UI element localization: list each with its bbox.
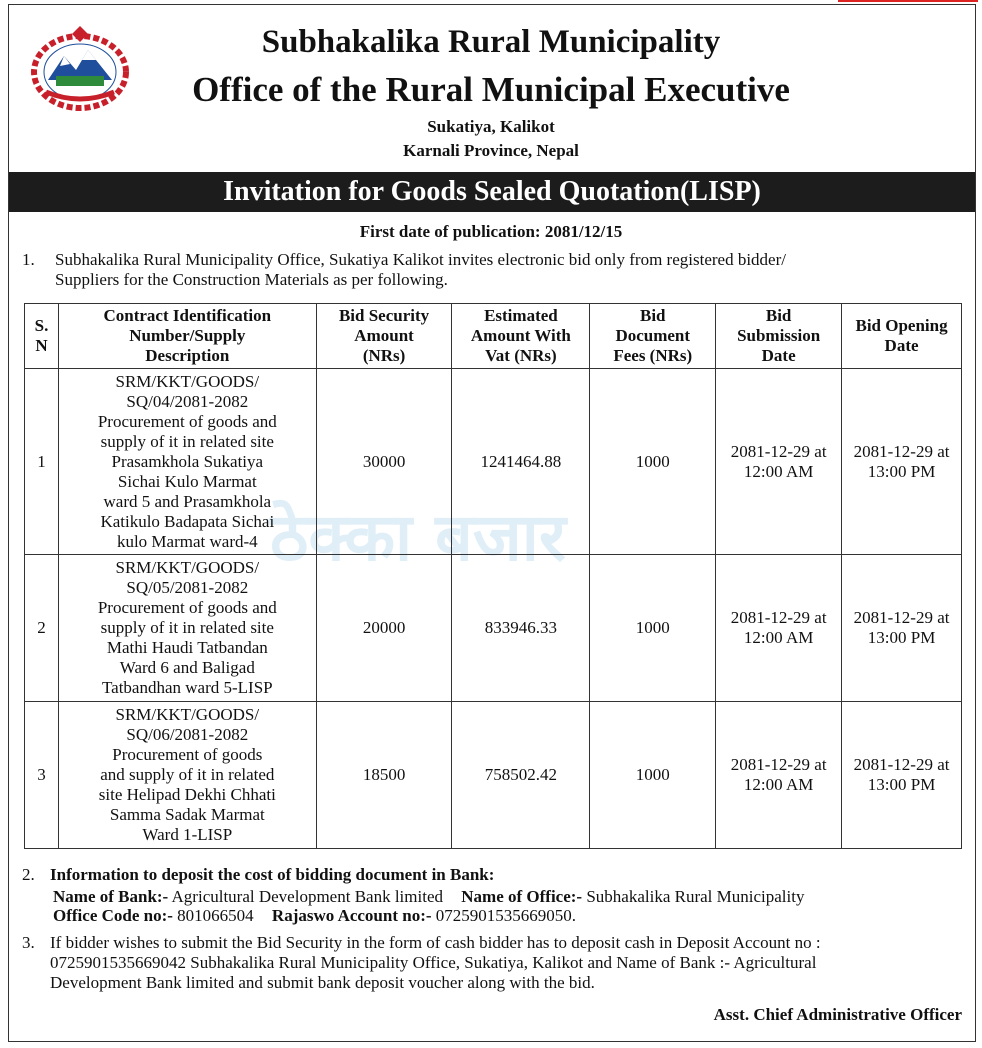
table-header-row <box>25 304 962 369</box>
cell-estimated: 1241464.88 <box>452 369 590 555</box>
account-value: 0725901535669050. <box>431 906 577 925</box>
bank-heading: Information to deposit the cost of bidding document in Bank: <box>50 865 495 884</box>
table-row <box>25 369 962 555</box>
office-name-value: Subhakalika Rural Municipality <box>582 887 805 906</box>
publication-date: First date of publication: 2081/12/15 <box>359 222 623 241</box>
cell-security: 30000 <box>316 369 452 555</box>
header-opening: Bid Opening Date <box>842 304 962 369</box>
cell-estimated: 833946.33 <box>452 555 590 702</box>
header-fees: Bid Document Fees (NRs) <box>590 304 716 369</box>
intro-line-1: Subhakalika Rural Municipality Office, Sukatiya Kalikot invites electronic bid only from registered bidder/ <box>55 250 786 269</box>
intro-number: 1. <box>22 250 35 269</box>
quotation-table <box>24 303 962 849</box>
top-accent-line <box>838 0 978 2</box>
cell-sn: 2 <box>25 555 59 702</box>
header-estimated: Estimated Amount With Vat (NRs) <box>452 304 590 369</box>
security-note <box>50 933 965 993</box>
header-security: Bid Security Amount (NRs) <box>316 304 452 369</box>
cell-security: 18500 <box>316 702 452 849</box>
cell-submission: 2081-12-29 at 12:00 AM <box>716 702 842 849</box>
office-code-label: Office Code no:- <box>53 906 173 925</box>
cell-estimated: 758502.42 <box>452 702 590 849</box>
cell-security: 20000 <box>316 555 452 702</box>
notice-banner: Invitation for Goods Sealed Quotation(LISP) <box>9 172 975 212</box>
address-line-2: Karnali Province, Nepal <box>403 141 579 160</box>
bank-name-label: Name of Bank:- <box>53 887 169 906</box>
cell-fees: 1000 <box>590 369 716 555</box>
office-title: Office of the Rural Municipal Executive <box>192 70 790 109</box>
header-contract: Contract Identification Number/Supply Description <box>58 304 316 369</box>
cell-opening: 2081-12-29 at 13:00 PM <box>842 702 962 849</box>
cell-description: SRM/KKT/GOODS/ SQ/05/2081-2082 Procurement of goods and supply of it in related site Mathi Haudi Tatbandan Ward 6 and Baligad Tatbandhan ward 5-LISP <box>58 555 316 702</box>
cell-opening: 2081-12-29 at 13:00 PM <box>842 369 962 555</box>
cell-description: SRM/KKT/GOODS/ SQ/04/2081-2082 Procurement of goods and supply of it in related site Prasamkhola Sukatiya Sichai Kulo Marmat ward 5 and Prasamkhola Katikulo Badapata Sichai kulo Marmat ward-4 <box>58 369 316 555</box>
cell-submission: 2081-12-29 at 12:00 AM <box>716 369 842 555</box>
cell-submission: 2081-12-29 at 12:00 AM <box>716 555 842 702</box>
security-note-line-1: If bidder wishes to submit the Bid Security in the form of cash bidder has to deposit cash in Deposit Account no : <box>50 933 821 952</box>
office-name-label: Name of Office:- <box>461 887 583 906</box>
cell-sn: 3 <box>25 702 59 849</box>
office-code-value: 801066504 <box>172 906 254 925</box>
cell-description: SRM/KKT/GOODS/ SQ/06/2081-2082 Procurement of goods and supply of it in related site Helipad Dekhi Chhati Samma Sadak Marmat Ward 1-LISP <box>58 702 316 849</box>
cell-fees: 1000 <box>590 702 716 849</box>
intro-line-2: Suppliers for the Construction Materials as per following. <box>55 270 448 289</box>
table-row <box>25 555 962 702</box>
bank-details-line-1 <box>53 887 963 907</box>
bank-section-number: 2. <box>22 865 35 884</box>
signature-title: Asst. Chief Administrative Officer <box>713 1005 962 1024</box>
cell-fees: 1000 <box>590 555 716 702</box>
address-line-1: Sukatiya, Kalikot <box>427 117 555 136</box>
header-sn: S. N <box>25 304 59 369</box>
bank-name-value: Agricultural Development Bank limited <box>168 887 443 906</box>
security-note-number: 3. <box>22 933 35 952</box>
watermark-text: ठेक्का बजार <box>270 499 566 576</box>
header-submission: Bid Submission Date <box>716 304 842 369</box>
security-note-line-3: Development Bank limited and submit bank deposit voucher along with the bid. <box>50 973 595 992</box>
municipality-title: Subhakalika Rural Municipality <box>261 24 721 60</box>
cell-sn: 1 <box>25 369 59 555</box>
account-label: Rajaswo Account no:- <box>271 906 432 925</box>
security-note-line-2: 0725901535669042 Subhakalika Rural Municipality Office, Sukatiya, Kalikot and Name of Bank :- Agricultural <box>50 953 817 972</box>
table-row <box>25 702 962 849</box>
cell-opening: 2081-12-29 at 13:00 PM <box>842 555 962 702</box>
intro-paragraph <box>55 250 965 290</box>
bank-details-line-2 <box>53 906 963 926</box>
